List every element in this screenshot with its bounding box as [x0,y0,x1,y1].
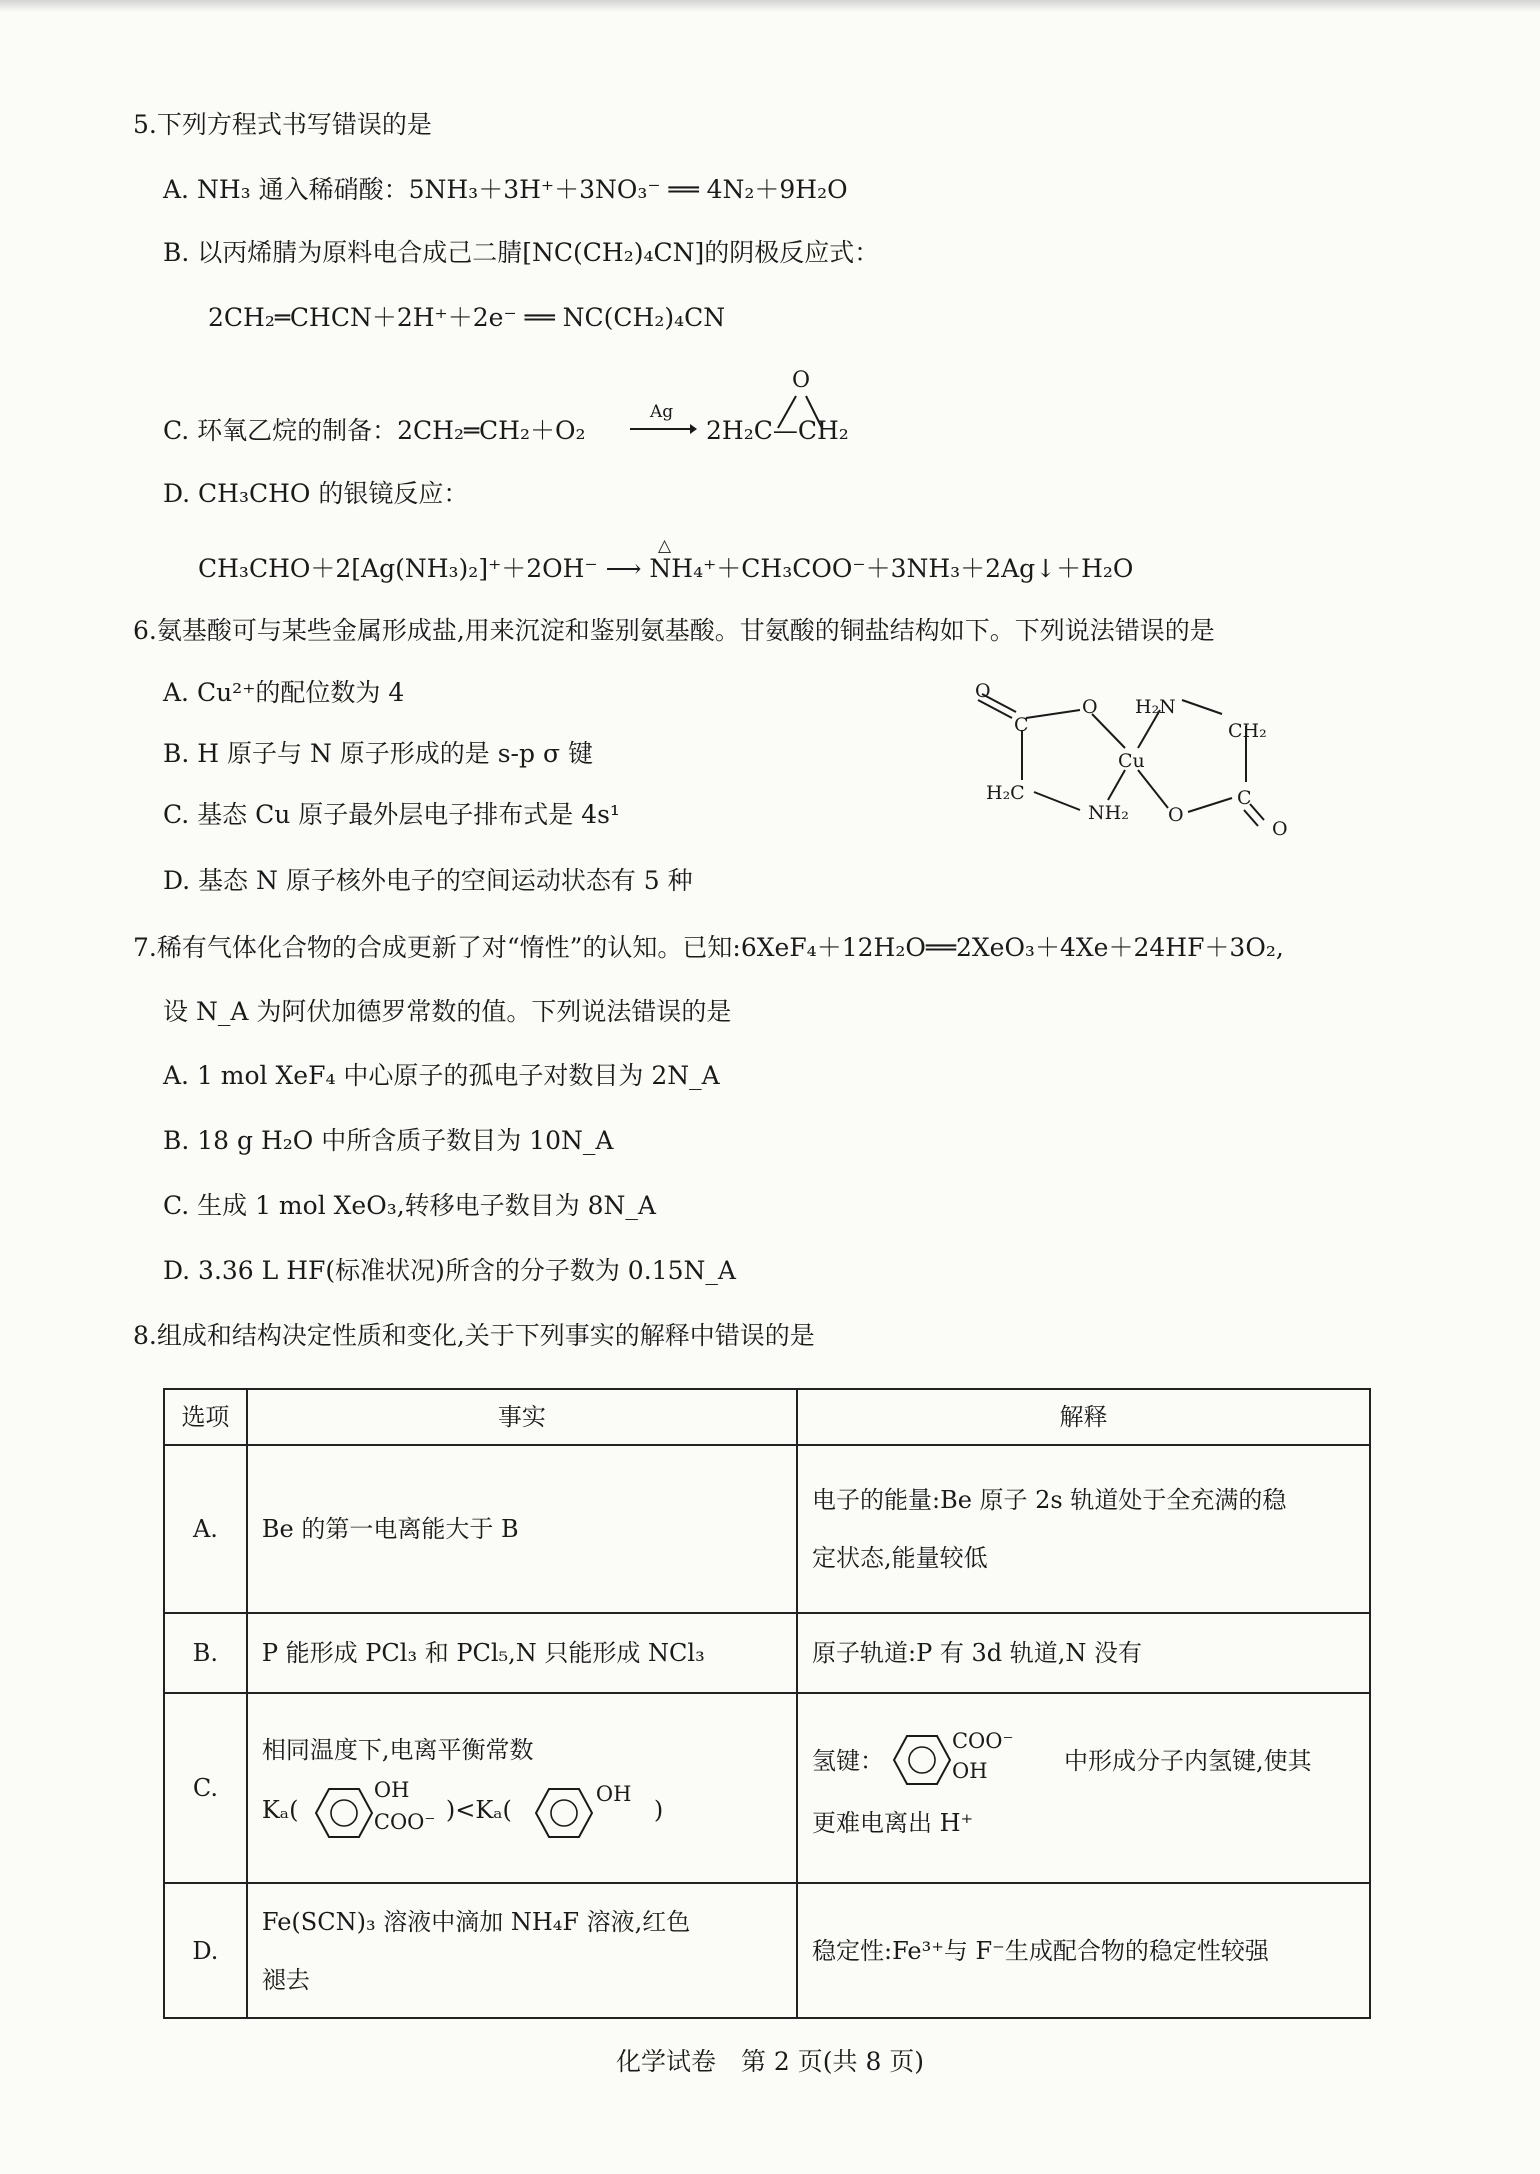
table-row [164,1883,1370,2018]
q5-c-epoxide-ring [770,392,830,432]
hbond-label: 氢键： [811,1747,884,1775]
table-row [164,1445,1370,1613]
q7-option-b: B. 18 g H₂O 中所含质子数目为 10N_A [163,1126,614,1155]
q8-stem: 8.组成和结构决定性质和变化,关于下列事实的解释中错误的是 [133,1321,815,1350]
row-c-label: C. [164,1693,247,1883]
table-row [164,1613,1370,1693]
q5-option-a: A. NH₃ 通入稀硝酸：5NH₃＋3H⁺＋3NO₃⁻ ══ 4N₂＋9H₂O [163,175,848,204]
hbond-text: 中形成分子内氢键,使其 [1063,1747,1312,1775]
struct-h2n-top: H₂N [1135,696,1176,718]
q6-stem: 6.氨基酸可与某些金属形成盐,用来沉淀和鉴别氨基酸。甘氨酸的铜盐结构如下。下列说法错误的是 [133,616,1215,645]
q5-c-product: 2H₂C—CH₂ [706,416,849,445]
hbond-oh: OH [951,1759,988,1783]
page-footer: 化学试卷 第 2 页(共 8 页) [615,2047,925,2076]
ka-close: ) [653,1796,664,1824]
struct-o-carbonyl-right: O [1272,818,1288,840]
row-a-exp-line2: 定状态,能量较低 [811,1544,988,1572]
row-a-explanation [797,1445,1370,1613]
row-c-fact [247,1693,797,1883]
q5-c-arrow [628,422,698,436]
phenol-oh: OH [595,1782,632,1806]
ka-prefix: Kₐ( [261,1796,299,1824]
table-row [164,1693,1370,1883]
q5-c-catalyst: Ag [650,402,674,422]
hbond-coo: COO⁻ [951,1729,1014,1753]
struct-o-carbonyl-left: O [975,680,991,702]
row-c-fact-line2 [262,1770,782,1846]
q5-option-d: D. CH₃CHO 的银镜反应： [163,479,469,508]
struct-ch2-top: CH₂ [1228,720,1267,742]
q5-option-b-equation: 2CH₂═CHCN＋2H⁺＋2e⁻ ══ NC(CH₂)₄CN [208,303,726,332]
q6-option-c: C. 基态 Cu 原子最外层电子排布式是 4s¹ [163,800,620,829]
row-c-explanation [797,1693,1370,1883]
q5-option-d-equation: CH₃CHO＋2[Ag(NH₃)₂]⁺＋2OH⁻ ⟶ NH₄⁺＋CH₃COO⁻＋3NH₃＋2Ag↓＋H₂O [198,554,1134,583]
struct-o-left: O [1082,696,1098,718]
q7-option-a: A. 1 mol XeF₄ 中心原子的孤电子对数目为 2N_A [163,1061,720,1090]
q7-stem: 7.稀有气体化合物的合成更新了对“惰性”的认知。已知:6XeF₄＋12H₂O══2XeO₃＋4Xe＋24HF＋3O₂, [133,933,1284,962]
benzene-ring-hbond [892,1733,952,1787]
row-c-exp-line2: 更难电离出 H⁺ [811,1809,974,1837]
q5-c-epoxide-oxygen: O [792,368,811,393]
struct-cu: Cu [1118,750,1145,772]
row-d-label: D. [164,1883,247,2018]
salicylate-oh: OH [373,1778,410,1802]
struct-nh2-bottom: NH₂ [1088,802,1129,824]
q7-stem-continued: 设 N_A 为阿伏加德罗常数的值。下列说法错误的是 [163,997,732,1026]
scan-edge [0,0,1540,12]
header-option: 选项 [164,1389,247,1445]
row-d-fact-line1: Fe(SCN)₃ 溶液中滴加 NH₄F 溶液,红色 [261,1907,691,1936]
q6-option-a: A. Cu²⁺的配位数为 4 [163,678,405,707]
salicylate-coo: COO⁻ [373,1810,436,1834]
struct-c-left: C [1014,714,1029,736]
header-explanation: 解释 [797,1389,1370,1445]
benzene-ring-salicylate [314,1786,374,1840]
row-c-fact-line1: 相同温度下,电离平衡常数 [261,1736,534,1764]
q5-d-heat-symbol: △ [658,536,672,556]
row-d-fact [247,1883,797,2018]
benzene-ring-phenol [534,1786,594,1840]
ka-compare: )<Kₐ( [445,1796,512,1824]
row-b-fact: P 能形成 PCl₃ 和 PCl₅,N 只能形成 NCl₃ [247,1613,797,1693]
row-c-exp-line1 [812,1725,1355,1795]
q7-option-d: D. 3.36 L HF(标准状况)所含的分子数为 0.15N_A [163,1256,736,1285]
q8-table [163,1388,1371,2019]
struct-h2c-left: H₂C [986,782,1025,804]
row-d-explanation: 稳定性:Fe³⁺与 F⁻生成配合物的稳定性较强 [797,1883,1370,2018]
header-fact: 事实 [247,1389,797,1445]
struct-o-right: O [1168,804,1184,826]
struct-c-right: C [1237,787,1252,809]
row-a-exp-line1: 电子的能量:Be 原子 2s 轨道处于全充满的稳 [811,1486,1287,1514]
q5-stem: 5.下列方程式书写错误的是 [133,110,432,139]
row-a-label: A. [164,1445,247,1613]
row-b-label: B. [164,1613,247,1693]
q7-option-c: C. 生成 1 mol XeO₃,转移电子数目为 8N_A [163,1191,656,1220]
table-header-row [164,1389,1370,1445]
row-b-explanation: 原子轨道:P 有 3d 轨道,N 没有 [797,1613,1370,1693]
row-a-fact: Be 的第一电离能大于 B [247,1445,797,1613]
q6-option-d: D. 基态 N 原子核外电子的空间运动状态有 5 种 [163,866,693,895]
q6-option-b: B. H 原子与 N 原子形成的是 s-p σ 键 [163,739,593,768]
q5-option-b: B. 以丙烯腈为原料电合成己二腈[NC(CH₂)₄CN]的阴极反应式： [163,238,880,267]
q5-option-c: C. 环氧乙烷的制备：2CH₂═CH₂＋O₂ [163,416,586,445]
row-d-fact-line2: 褪去 [261,1965,310,1994]
